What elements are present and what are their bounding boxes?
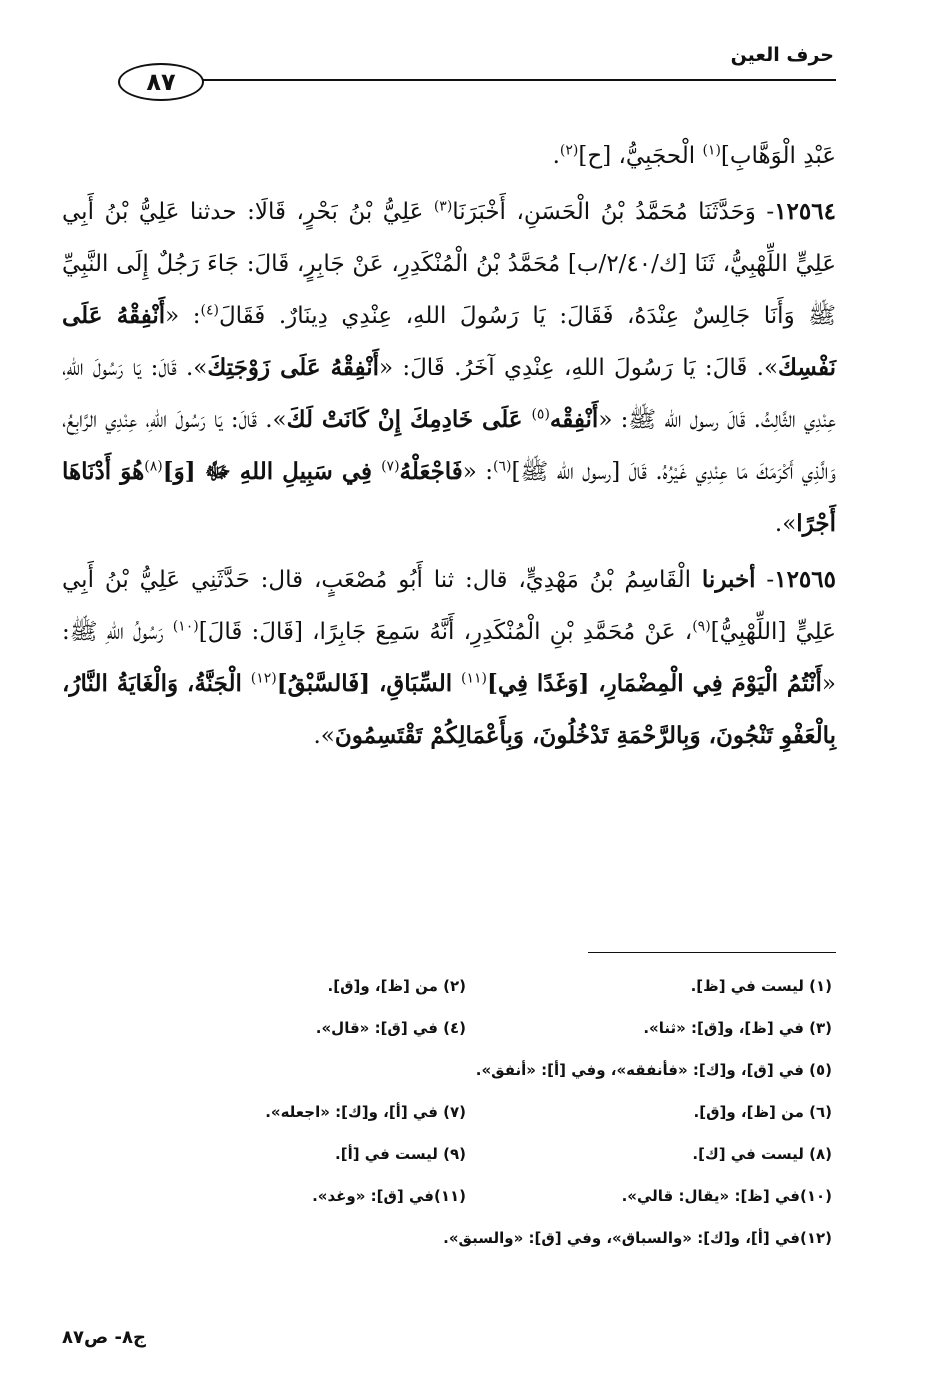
footnote-separator [588, 952, 836, 953]
footnote-7: (٧) في [أ]، و[ك]: «اجعله». [265, 1103, 466, 1121]
footnote-1: (١) ليست في [ظ]. [690, 977, 832, 995]
main-text [62, 130, 836, 766]
footnote-10: (١٠)في [ظ]: «يقال: قالي». [621, 1187, 832, 1205]
hadith-12564: ١٢٥٦٤- وَحَدَّثَنَا مُحَمَّدُ بْنُ الْحَسَنِ، أَخْبَرَنَا$^{(٣)}$ عَلِيُّ بْنُ بَحْرٍ، قَالَا: حدثنا عَلِيُّ بْنُ أَبِي عَلِيٍّ اللِّهْبِيُّ، ثَنَا [ك/٢/٤٠/ب] مُحَمَّدُ بْنُ الْمُنْكَدِرِ، عَنْ جَابِرٍ، قَالَ: جَاءَ رَجُلٌ إِلَى النَّبِيِّ ﷺ وَأَنَا جَالِسٌ عِنْدَهُ، فَقَالَ: يَا رَسُولَ اللهِ، عِنْدِي دِينَارٌ. فَقَالَ$^{(٤)}$: «أَنْفِقْهُ عَلَى نَفْسِكَ». قَالَ: يَا رَسُولَ اللهِ، عِنْدِي آخَرُ. قَالَ: «أَنْفِقْهُ عَلَى زَوْجَتِكَ». قَالَ: يَا رَسُولَ اللهِ، عِنْدِي الثَّالِثُ. قَالَ رسول الله ﷺ: «أَنْفِقْه$^{(٥)}$ عَلَى خَادِمِكَ إِنْ كَانَتْ لَكَ». قَالَ: يَا رَسُولَ اللهِ، عِنْدِي الرَّابِعُ، وَالَّذِي أَكْرَمَكَ مَا عِنْدِي غَيْرُهُ. قَالَ [رسول الله ﷺ]$^{(٦)}$: «فَاجْعَلْهُ$^{(٧)}$ فِي سَبِيلِ اللهِ ﷻ [وَ]$^{(٨)}$هُوَ أَدْنَاهَا أَجْرًا». [62, 198, 837, 537]
hadith-number: ١٢٥٦٥ [774, 566, 836, 593]
footnote-8: (٨) ليست في [ك]. [692, 1145, 832, 1163]
continuation-line: عَبْدِ الْوَهَّابِ]$^{(١)}$ الْحجَبِيُّ، [ح]$^{(٢)}$. [552, 142, 836, 169]
footnote-11: (١١)في [ق]: «وغد». [312, 1187, 466, 1205]
page-header-title: حرف العين [730, 44, 834, 66]
footnote-2: (٢) من [ظ]، و[ق]. [327, 977, 466, 995]
footnote-3: (٣) في [ظ]، و[ق]: «ثنا». [643, 1019, 832, 1037]
footnote-12: (١٢)في [أ]، و[ك]: «والسباق»، وفي [ق]: «والسبق». [443, 1229, 832, 1247]
footnotes [100, 965, 832, 1259]
footnote-4: (٤) في [ق]: «قال». [315, 1019, 466, 1037]
page-number-badge: ٨٧ [118, 63, 204, 101]
footnote-9: (٩) ليست في [أ]. [335, 1145, 466, 1163]
hadith-12565: ١٢٥٦٥- أخبرنا الْقَاسِمُ بْنُ مَهْدِيٍّ، قال: ثنا أَبُو مُصْعَبٍ، قال: حَدَّثَنِي عَلِيُّ بْنُ أَبِي عَلِيٍّ [اللِّهْبِيُّ]$^{(٩)}$، عَنْ مُحَمَّدِ بْنِ الْمُنْكَدِرِ، أَنَّهُ سَمِعَ جَابِرًا، [قَالَ: قَالَ]$^{(١٠)}$ رَسُولُ اللهِ ﷺ: «أَنْتُمُ الْيَوْمَ فِي الْمِضْمَارِ، [وَغَدًا فِي]$^{(١١)}$ السِّبَاقِ، [فَالسَّبْقُ]$^{(١٢)}$ الْجَنَّةُ، وَالْغَايَةُ النَّارُ، بِالْعَفْوِ تَنْجُونَ، وَبِالرَّحْمَةِ تَدْخُلُونَ، وَبِأَعْمَالِكُمْ تَقْتَسِمُونَ». [62, 566, 836, 749]
footnote-5: (٥) في [ق]، و[ك]: «فأنفقه»، وفي [أ]: «أنفق». [475, 1061, 832, 1079]
volume-page-reference: ج٨- ص٨٧ [62, 1327, 146, 1348]
header-rule [200, 79, 836, 81]
footnote-6: (٦) من [ظ]، و[ق]. [693, 1103, 832, 1121]
hadith-number: ١٢٥٦٤ [774, 198, 836, 225]
